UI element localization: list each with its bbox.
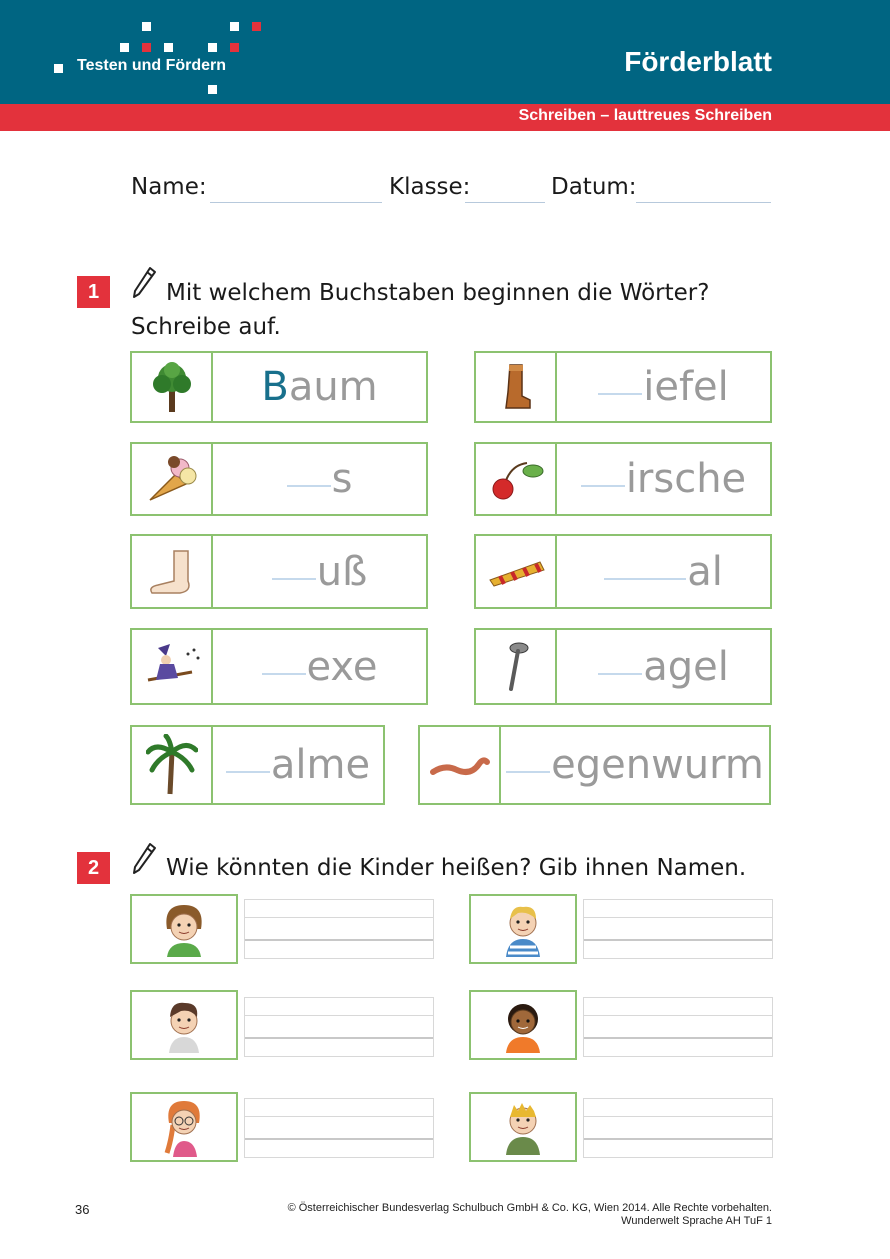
class-field[interactable] (465, 202, 545, 203)
name-write-lines[interactable] (583, 997, 773, 1057)
word-card-kirsche (474, 442, 772, 516)
task1-instruction: Schreibe auf. (131, 314, 281, 340)
foot-icon (132, 536, 213, 607)
name-write-lines[interactable] (583, 1098, 773, 1158)
girl-face-icon (130, 894, 238, 964)
witch-icon (132, 630, 213, 703)
word-card-regenwurm (418, 725, 771, 805)
word-rest: uß (316, 548, 368, 595)
name-label: Name: (131, 174, 207, 200)
word-rest: al (687, 548, 723, 595)
boy-face-icon (469, 894, 577, 964)
name-write-lines[interactable] (244, 997, 434, 1057)
word-rest: aum (288, 364, 378, 410)
class-label: Klasse: (389, 174, 471, 200)
word-card-stiefel (474, 351, 772, 423)
page-subtitle: Schreiben – lauttreues Schreiben (518, 107, 772, 124)
word-card-baum (130, 351, 428, 423)
word-text[interactable] (213, 727, 383, 803)
word-card-hexe (130, 628, 428, 705)
letter-blank[interactable] (581, 471, 625, 487)
copyright: © Österreichischer Bundesverlag Schulbuch GmbH & Co. KG, Wien 2014. Alle Rechte vorbehalten. (287, 1202, 772, 1214)
cherry-icon (476, 444, 557, 514)
word-rest: egenwurm (551, 742, 764, 788)
word-card-schal (474, 534, 772, 609)
page-number: 36 (75, 1202, 90, 1217)
word-text[interactable] (213, 444, 426, 514)
task2-question: Wie könnten die Kinder heißen? Gib ihnen Namen. (166, 855, 747, 881)
word-card-eis (130, 442, 428, 516)
word-rest: irsche (625, 456, 747, 502)
letter-blank[interactable] (262, 659, 306, 675)
word-text[interactable] (213, 630, 426, 703)
task-number-1: 1 (77, 276, 110, 308)
word-card-nagel (474, 628, 772, 705)
boy-face-icon (469, 1092, 577, 1162)
ice-cream-icon (132, 444, 213, 514)
name-field[interactable] (210, 202, 382, 203)
palm-tree-icon (132, 727, 213, 803)
task-number-2: 2 (77, 852, 110, 884)
pencil-icon (131, 266, 157, 300)
word-rest: agel (643, 643, 729, 690)
word-card-fuss (130, 534, 428, 609)
word-text[interactable] (557, 536, 770, 607)
earthworm-icon (420, 727, 501, 803)
boot-icon (476, 353, 557, 421)
girl-face-icon (130, 1092, 238, 1162)
name-write-lines[interactable] (244, 1098, 434, 1158)
scarf-icon (476, 536, 557, 607)
name-write-lines[interactable] (583, 899, 773, 959)
letter-blank[interactable] (598, 379, 642, 395)
first-letter: B (261, 364, 289, 410)
word-text[interactable] (557, 630, 770, 703)
name-write-lines[interactable] (244, 899, 434, 959)
boy-face-icon (130, 990, 238, 1060)
nail-icon (476, 630, 557, 703)
letter-blank[interactable] (598, 659, 642, 675)
task1-question: Mit welchem Buchstaben beginnen die Wörter? (166, 280, 710, 306)
page-title: Förderblatt (624, 46, 772, 77)
word-text[interactable] (557, 444, 770, 514)
tree-icon (132, 353, 213, 421)
brand-name: Testen und Fördern (77, 57, 227, 74)
word-rest: iefel (643, 364, 729, 410)
letter-blank[interactable] (287, 471, 331, 487)
date-field[interactable] (636, 202, 771, 203)
date-label: Datum: (551, 174, 637, 200)
pencil-icon (131, 842, 157, 876)
boy-face-icon (469, 990, 577, 1060)
letter-blank[interactable] (604, 564, 686, 580)
word-rest: alme (270, 742, 371, 788)
word-text[interactable] (213, 536, 426, 607)
letter-blank[interactable] (272, 564, 316, 580)
word-text (213, 353, 426, 421)
letter-blank[interactable] (226, 757, 270, 773)
word-text[interactable] (557, 353, 770, 421)
word-text[interactable] (501, 727, 769, 803)
letter-blank[interactable] (506, 757, 550, 773)
series-name: Wunderwelt Sprache AH TuF 1 (621, 1215, 772, 1227)
word-rest: s (331, 456, 353, 502)
word-rest: exe (306, 643, 378, 690)
word-card-palme (130, 725, 385, 805)
